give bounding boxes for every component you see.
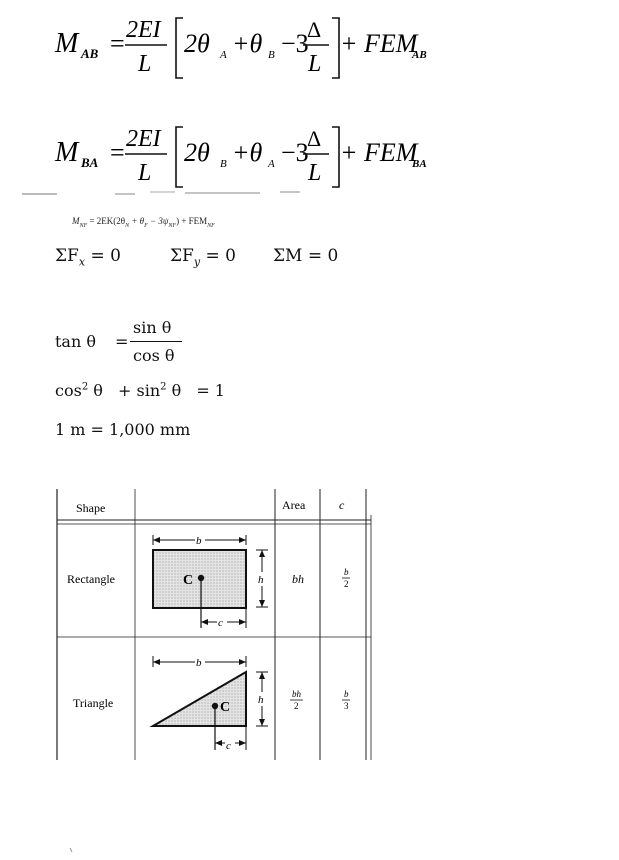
tri-area-num: bh: [292, 689, 301, 699]
svg-text:=: =: [110, 138, 125, 167]
eq2-term3: −3: [281, 138, 309, 167]
eq1-fem: + FEM: [340, 29, 418, 58]
rect-c-den: 2: [344, 579, 349, 589]
tri-dim-b: b: [196, 657, 202, 669]
eq2-term2-sub: A: [268, 158, 275, 170]
row-triangle-name: Triangle: [73, 696, 114, 710]
tri-c-num: b: [344, 689, 349, 699]
eq1-delta: Δ: [307, 17, 322, 42]
eq2-coef-num: 2EI: [126, 126, 161, 152]
tan-equals: =: [115, 332, 129, 351]
header-shape: Shape: [76, 501, 106, 515]
rect-area: bh: [292, 572, 304, 586]
eq2-lhs: M: [55, 137, 79, 168]
cos-denominator: cos θ: [133, 346, 175, 365]
rect-dim-h: h: [258, 574, 264, 586]
triangle-diagram: [153, 655, 268, 752]
tri-dim-c: c: [226, 740, 231, 752]
eq2-fem: + FEM: [340, 138, 418, 167]
eq2-fem-sub: BA: [412, 158, 427, 170]
eq2-coef-den: L: [138, 160, 152, 186]
scan-speck: [70, 848, 72, 852]
eq1-term3: −3: [281, 29, 309, 58]
sin-numerator: sin θ: [133, 318, 172, 337]
tan-lhs: tan θ: [55, 332, 96, 351]
eq2-lhs-sub: BA: [81, 155, 99, 170]
rect-dim-b: b: [196, 535, 202, 547]
row-rectangle-name: Rectangle: [67, 572, 115, 586]
tri-centroid: C: [220, 700, 231, 715]
eq1-term2-sub: B: [268, 49, 275, 61]
eq1-term1: 2θ: [184, 29, 210, 58]
eq1-fem-sub: AB: [412, 49, 427, 61]
rectangle-diagram: [153, 533, 268, 629]
eq1-coef-num: 2EI: [126, 17, 161, 43]
eq1-coef-den: L: [138, 51, 152, 77]
header-c: c: [339, 498, 345, 512]
tri-area-den: 2: [294, 701, 299, 711]
eq1-lhs: M: [55, 28, 79, 59]
eq2-term2: +θ: [232, 138, 263, 167]
eq2-delta: Δ: [307, 126, 322, 151]
eq2-delta-den: L: [308, 160, 322, 186]
eq1-term1-sub: A: [220, 49, 227, 61]
tri-c-den: 3: [344, 701, 349, 711]
eq2-term1-sub: B: [220, 158, 227, 170]
eq1-lhs-sub: AB: [81, 46, 99, 61]
rect-c-num: b: [344, 567, 349, 577]
eq1-delta-den: L: [308, 51, 322, 77]
unit-conversion: 1 m = 1,000 mm: [55, 420, 191, 439]
sum-fx: $\Sigma F_x = 0$: [55, 246, 121, 269]
rect-dim-c: c: [218, 617, 223, 629]
general-slope-deflection-equation: $M_{NF} = 2EK(2\theta_N + \theta_F - 3\psi_{NF}) + FEM_{NF}$: [72, 216, 215, 229]
eq2-term1: 2θ: [184, 138, 210, 167]
header-area: Area: [282, 498, 306, 512]
sum-fy: $\Sigma F_y = 0$: [170, 246, 236, 269]
pythagorean-identity: $\cos^2 \theta + \sin^2 \theta = 1$: [55, 381, 225, 400]
rect-centroid: C: [183, 573, 194, 588]
tri-dim-h: h: [258, 694, 264, 706]
eq1-term2: +θ: [232, 29, 263, 58]
sum-m: ΣM = 0: [273, 246, 339, 266]
svg-text:=: =: [110, 29, 125, 58]
